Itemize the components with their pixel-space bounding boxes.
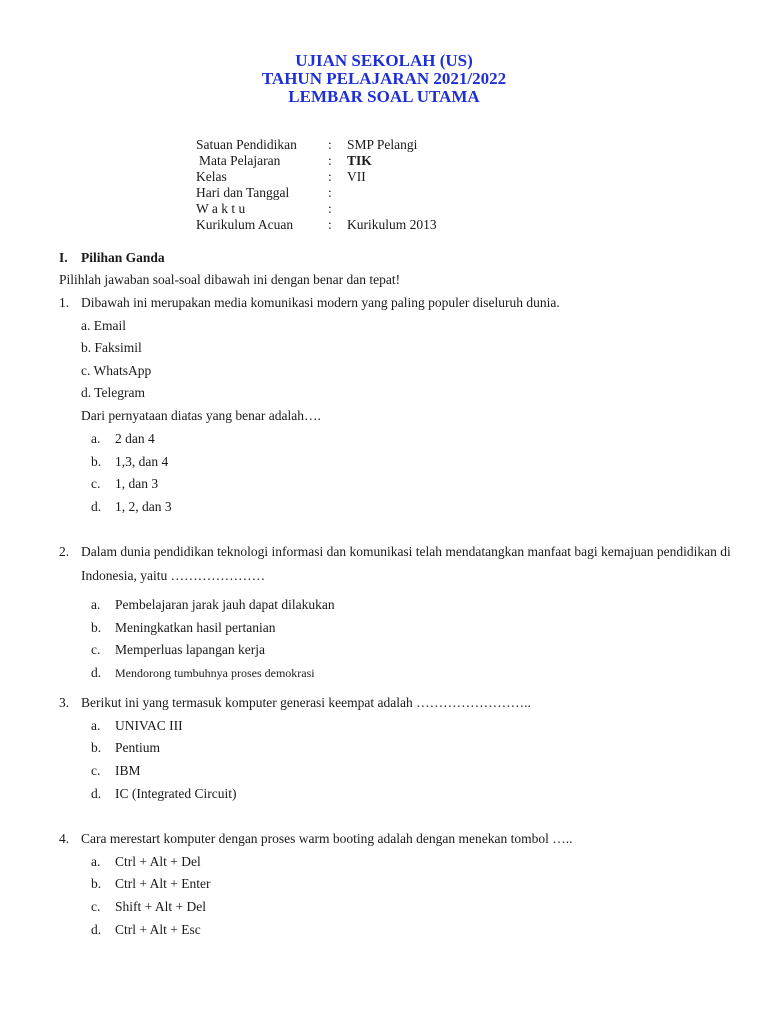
option-text: IBM [115, 763, 141, 778]
statement-item: d. Telegram [81, 385, 146, 400]
info-value: TIK [347, 153, 372, 168]
option-letter: a. [91, 431, 101, 446]
info-label: Satuan Pendidikan [196, 137, 297, 152]
question-number: 2. [59, 544, 70, 559]
info-label: Kelas [196, 169, 227, 184]
option-text: Ctrl + Alt + Esc [115, 922, 201, 937]
option-text: Mendorong tumbuhnya proses demokrasi [115, 666, 315, 680]
option-text: Meningkatkan hasil pertanian [115, 620, 276, 635]
option-letter: d. [91, 786, 102, 801]
info-label: W a k t u [196, 201, 246, 216]
question-number: 4. [59, 831, 70, 846]
header-title: UJIAN SEKOLAH (US) [295, 51, 473, 70]
option-letter: c. [91, 763, 101, 778]
section-number: I. [59, 250, 68, 265]
option-text: IC (Integrated Circuit) [115, 786, 237, 801]
option-text: 1,3, dan 4 [115, 454, 169, 469]
question-text: Dibawah ini merupakan media komunikasi modern yang paling populer diseluruh dunia. [81, 295, 560, 310]
info-label: Hari dan Tanggal [196, 185, 290, 200]
option-letter: c. [91, 476, 101, 491]
option-text: 2 dan 4 [115, 431, 155, 446]
question-text: Berikut ini yang termasuk komputer generasi keempat adalah …………………….. [81, 695, 531, 710]
question-number: 1. [59, 295, 70, 310]
option-letter: c. [91, 642, 101, 657]
option-text: Pembelajaran jarak jauh dapat dilakukan [115, 597, 335, 612]
info-value: VII [347, 169, 366, 184]
info-colon: : [328, 185, 332, 200]
option-text: 1, 2, dan 3 [115, 499, 172, 514]
option-text: Pentium [115, 740, 161, 755]
info-label: Mata Pelajaran [199, 153, 281, 168]
option-letter: a. [91, 597, 101, 612]
option-letter: d. [91, 665, 102, 680]
info-colon: : [328, 137, 332, 152]
question-text: Dalam dunia pendidikan teknologi informasi dan komunikasi telah mendatangkan manfaat bagi kemajuan pendidikan di Indonesia, yaitu ………………… [81, 544, 731, 583]
option-letter: a. [91, 718, 101, 733]
option-letter: c. [91, 899, 101, 914]
info-colon: : [328, 153, 332, 168]
option-text: Ctrl + Alt + Del [115, 854, 201, 869]
option-letter: b. [91, 740, 102, 755]
question-prompt: Dari pernyataan diatas yang benar adalah…. [81, 408, 321, 423]
info-value: Kurikulum 2013 [347, 217, 437, 232]
section-title: Pilihan Ganda [81, 250, 165, 265]
info-colon: : [328, 169, 332, 184]
option-text: 1, dan 3 [115, 476, 159, 491]
option-text: Ctrl + Alt + Enter [115, 876, 211, 891]
info-label: Kurikulum Acuan [196, 217, 294, 232]
instruction-text: Pilihlah jawaban soal-soal dibawah ini dengan benar dan tepat! [59, 272, 401, 287]
statement-item: c. WhatsApp [81, 363, 152, 378]
option-letter: d. [91, 922, 102, 937]
option-text: Memperluas lapangan kerja [115, 642, 265, 657]
exam-header [0, 52, 768, 106]
option-letter: d. [91, 499, 102, 514]
statement-item: b. Faksimil [81, 340, 142, 355]
question-number: 3. [59, 695, 70, 710]
section-heading [59, 250, 165, 266]
option-letter: b. [91, 454, 102, 469]
option-letter: b. [91, 876, 102, 891]
info-value: SMP Pelangi [347, 137, 418, 152]
option-text: Shift + Alt + Del [115, 899, 206, 914]
option-text: UNIVAC III [115, 718, 183, 733]
question-text: Cara merestart komputer dengan proses warm booting adalah dengan menekan tombol ….. [81, 831, 573, 846]
option-letter: a. [91, 854, 101, 869]
statement-item: a. Email [81, 318, 126, 333]
option-letter: b. [91, 620, 102, 635]
info-colon: : [328, 201, 332, 216]
header-academic-year: TAHUN PELAJARAN 2021/2022 [261, 69, 507, 88]
info-colon: : [328, 217, 332, 232]
header-sheet-title: LEMBAR SOAL UTAMA [288, 87, 480, 106]
